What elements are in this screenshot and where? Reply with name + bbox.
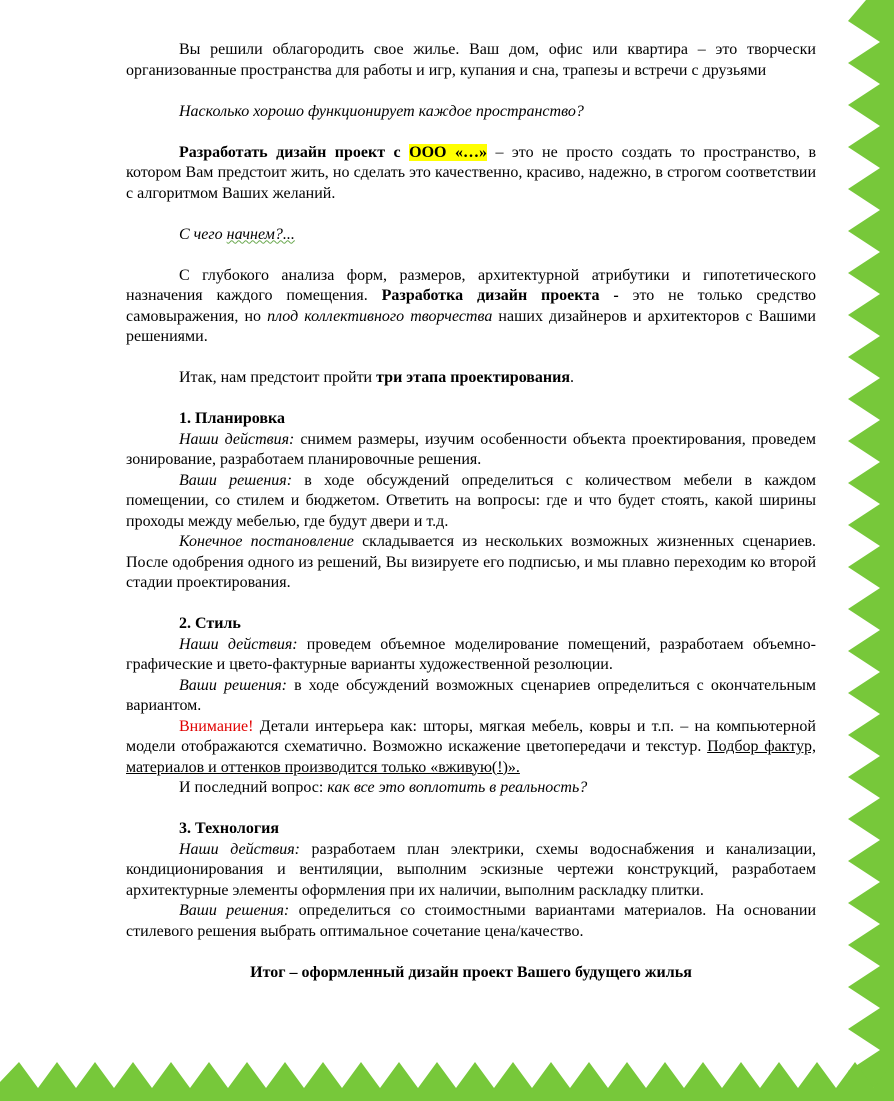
style-last-question: И последний вопрос: как все это воплотить в реальность? [179, 779, 588, 796]
section-title-technology: 3. Технология [179, 820, 279, 837]
style-warning: Внимание! Детали интерьера как: шторы, мягкая мебель, ковры и т.п. – на компьютерной модели отображаются схематично. Возможно искажение цветопередачи и текстур. Подбор фактур, материалов и оттенков производится только «вживую(!)». [126, 717, 817, 776]
style-solutions: Ваши решения: в ходе обсуждений возможных сценариев определиться с окончательным вариантом. [126, 676, 816, 714]
intro-paragraph: Вы решили облагородить свое жилье. Ваш дом, офис или квартира – это творчески организованные пространства для работы и игр, купания и сна, трапезы и встречи с друзьями [126, 41, 816, 79]
planning-final: Конечное постановление складывается из нескольких возможных жизненных сценариев. После одобрения одного из решений, Вы визируете его подписью, и мы плавно переходим ко второй стадии проектирования. [126, 533, 817, 591]
intro-question: Насколько хорошо функционирует каждое пространство? [179, 102, 584, 120]
conclusion-line: Итог – оформленный дизайн проект Вашего будущего жилья [250, 963, 692, 981]
stages-paragraph: Итак, нам предстоит пройти три этапа проектирования. [179, 369, 575, 386]
section-title-planning: 1. Планировка [179, 410, 285, 427]
spellcheck-word: начнем?... [226, 225, 295, 243]
planning-actions: Наши действия: снимем размеры, изучим особенности объекта проектирования, проведем зонирование, разработаем планировочные решения. [126, 430, 816, 468]
company-name-highlight: ООО «…» [409, 143, 487, 161]
start-question: С чего начнем?... [179, 225, 295, 243]
technology-solutions: Ваши решения: определиться со стоимостными вариантами материалов. На основании стилевого решения выбрать оптимальное сочетание цена/качество. [126, 902, 817, 940]
analysis-paragraph: С глубокого анализа форм, размеров, архитектурной атрибутики и гипотетического назначения каждого помещения. Разработка дизайн проекта - это не только средство самовыражения, но плод коллективного творчества наших дизайнеров и архитекторов с Вашими решениями. [126, 266, 817, 345]
offer-paragraph: Разработать дизайн проект с ООО «…» – это не просто создать то пространство, в котором Вам предстоит жить, но сделать это качественно, красиво, надежно, в строгом соответствии с алгоритмом Ваших желаний. [126, 143, 817, 202]
section-title-style: 2. Стиль [179, 615, 241, 632]
style-actions: Наши действия: проведем объемное моделирование помещений, разработаем объемно-графические и цвето-фактурные варианты художественной резолюции. [126, 635, 817, 673]
document-body [126, 40, 816, 983]
planning-solutions: Ваши решения: в ходе обсуждений определиться с количеством мебели в каждом помещении, со стилем и бюджетом. Ответить на вопросы: где и что будет стоять, какой ширины проходы между мебелью, где будут двери и т.д. [126, 471, 816, 530]
technology-actions: Наши действия: разработаем план электрики, схемы водоснабжения и канализации, кондиционирования и вентиляции, выполним эскизные чертежи конструкций, разработаем архитектурные элементы оформления при их наличии, выполним раскладку плитки. [126, 840, 817, 899]
warning-label: Внимание! [179, 717, 254, 735]
